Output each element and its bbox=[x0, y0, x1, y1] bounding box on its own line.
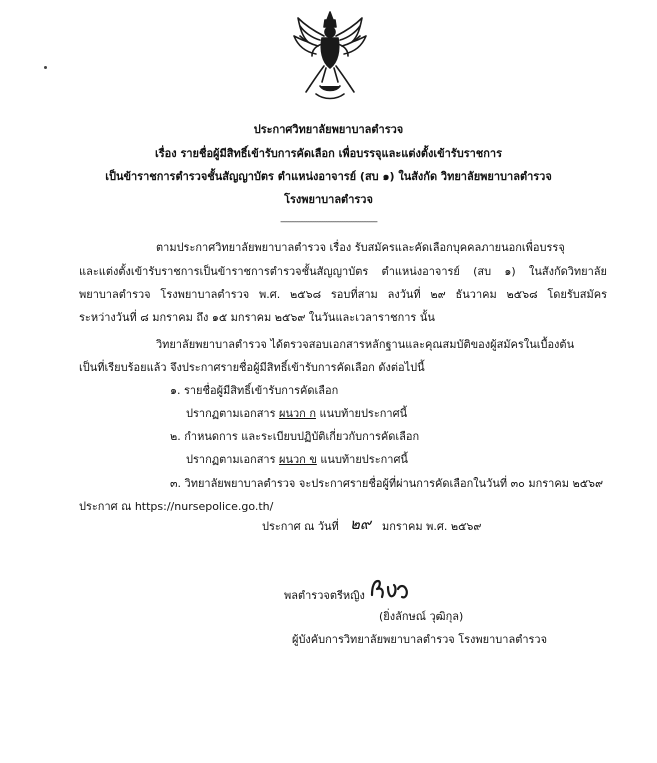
para1-line4: ระหว่างวันที่ ๘ มกราคม ถึง ๑๕ มกราคม ๒๕๖๙ ในวันและเวลาราชการ นั้น bbox=[79, 311, 435, 324]
website-line: ประกาศ ณ https://nursepolice.go.th/ bbox=[79, 500, 274, 513]
announce-day: ๒๙ bbox=[350, 515, 371, 533]
annex-b-link[interactable]: ผนวก ข bbox=[279, 453, 317, 466]
detail-text: ปรากฏตามเอกสาร bbox=[186, 453, 280, 466]
para2-line1: วิทยาลัยพยาบาลตำรวจ ได้ตรวจสอบเอกสารหลักฐานและคุณสมบัติของผู้สมัครในเบื้องต้น bbox=[156, 338, 575, 351]
garuda-emblem-icon bbox=[290, 10, 370, 102]
para1-line2: และแต่งตั้งเข้ารับราชการเป็นข้าราชการตำรวจชั้นสัญญาบัตร ตำแหน่งอาจารย์ (สบ ๑) ในสังกัดวิทยาลัย bbox=[79, 265, 607, 278]
document-title: ประกาศวิทยาลัยพยาบาลตำรวจ bbox=[253, 123, 404, 136]
list-item-3: ๓. วิทยาลัยพยาบาลตำรวจ จะประกาศรายชื่อผู้ที่ผ่านการคัดเลือกในวันที่ ๓๐ มกราคม ๒๕๖๙ bbox=[170, 477, 604, 490]
detail-text: แนบท้ายประกาศนี้ bbox=[316, 453, 408, 466]
heading-separator: ------------------------------------------- bbox=[280, 217, 377, 227]
para1-line3: พยาบาลตำรวจ โรงพยาบาลตำรวจ พ.ศ. ๒๕๖๘ รอบที่สาม ลงวันที่ ๒๙ ธันวาคม ๒๕๖๘ โดยรับสมัคร bbox=[79, 288, 607, 301]
announce-suffix: มกราคม พ.ศ. ๒๕๖๙ bbox=[382, 520, 482, 533]
list-item-detail bbox=[186, 450, 408, 468]
annex-a-link[interactable]: ผนวก ก bbox=[279, 407, 316, 420]
announce-prefix: ประกาศ ณ วันที่ bbox=[262, 520, 339, 533]
list-item-title: ๑. รายชื่อผู้มีสิทธิ์เข้ารับการคัดเลือก bbox=[170, 384, 339, 397]
scan-dot bbox=[44, 66, 47, 69]
para1-line1: ตามประกาศวิทยาลัยพยาบาลตำรวจ เรื่อง รับสมัครและคัดเลือกบุคคลภายนอกเพื่อบรรจุ bbox=[156, 241, 565, 254]
list-item-detail bbox=[186, 404, 407, 422]
document-subject: เรื่อง รายชื่อผู้มีสิทธิ์เข้ารับการคัดเลือก เพื่อบรรจุและแต่งตั้งเข้ารับราชการ bbox=[154, 147, 502, 160]
signer-position: ผู้บังคับการวิทยาลัยพยาบาลตำรวจ โรงพยาบาลตำรวจ bbox=[292, 633, 548, 646]
detail-text: ปรากฏตามเอกสาร bbox=[186, 407, 280, 420]
para2-line2: เป็นที่เรียบร้อยแล้ว จึงประกาศรายชื่อผู้มีสิทธิ์เข้ารับการคัดเลือก ดังต่อไปนี้ bbox=[79, 361, 425, 374]
list-item-title: ๒. กำหนดการ และระเบียบปฏิบัติเกี่ยวกับการคัดเลือก bbox=[170, 430, 420, 443]
detail-text: แนบท้ายประกาศนี้ bbox=[315, 407, 408, 420]
signer-rank: พลตำรวจตรีหญิง bbox=[284, 589, 365, 602]
signer-name: (ยิ่งลักษณ์ วุฒิกุล) bbox=[379, 610, 464, 623]
document-subject-line2: เป็นข้าราชการตำรวจชั้นสัญญาบัตร ตำแหน่งอาจารย์ (สบ ๑) ในสังกัด วิทยาลัยพยาบาลตำรวจ bbox=[105, 170, 552, 183]
document-subject-line3: โรงพยาบาลตำรวจ bbox=[284, 193, 373, 206]
handwritten-signature bbox=[368, 577, 412, 603]
